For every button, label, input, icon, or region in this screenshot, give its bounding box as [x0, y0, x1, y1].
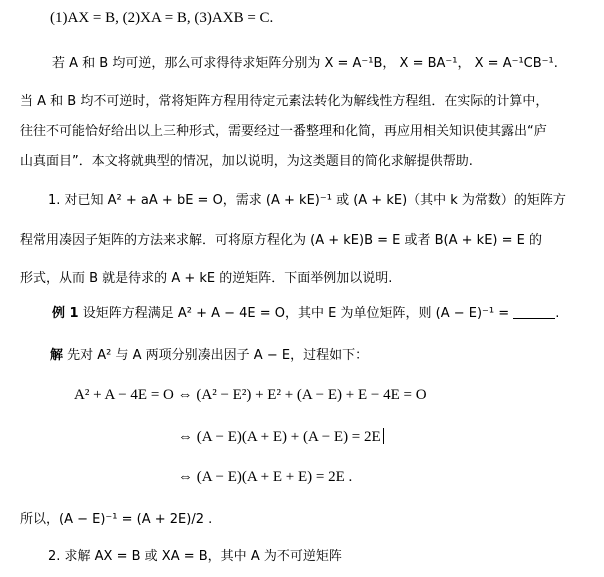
example-period: .	[555, 306, 560, 321]
example-1	[52, 305, 559, 323]
paragraph-line: 程常用凑因子矩阵的方法来求解．可将原方程化为 (A + kE)B = E 或者 B(A + kE) = E 的	[20, 233, 542, 248]
paragraph-line: 形式，从而 B 就是待求的 A + kE 的逆矩阵．下面举例加以说明.	[20, 271, 393, 286]
solution-text: 先对 A² 与 A 两项分别凑出因子 A − E，过程如下：	[63, 348, 369, 363]
section-1-heading: 1. 对已知 A² + aA + bE = O，需求 (A + kE)⁻¹ 或 (A + kE)（其中 k 为常数）的矩阵方	[48, 193, 566, 208]
paragraph-line: 往往不可能恰好给出以上三种形式，需要经过一番整理和化简，再应用相关知识使其露出“庐	[20, 124, 547, 139]
section-2-heading: 2. 求解 AX = B 或 XA = B，其中 A 为不可逆矩阵	[48, 549, 342, 564]
equation-forms: (1)AX = B, (2)XA = B, (3)AXB = C.	[50, 10, 274, 26]
solution-intro	[50, 347, 368, 365]
example-label: 例 1	[52, 306, 79, 321]
answer-blank	[513, 306, 555, 319]
text-cursor	[383, 428, 385, 444]
paragraph-invertible: 若 A 和 B 均可逆，那么可求得待求矩阵分别为 X = A⁻¹B， X = BA⁻¹， X = A⁻¹CB⁻¹.	[52, 56, 558, 71]
example-text: 设矩阵方程满足 A² + A − 4E = O，其中 E 为单位矩阵，则 (A − E)⁻¹ =	[78, 306, 514, 321]
derivation-step-3: ⇔ (A − E)(A + E + E) = 2E .	[178, 469, 353, 485]
derivation-step-2-text: ⇔ (A − E)(A + E) + (A − E) = 2E	[178, 429, 381, 445]
conclusion: 所以，(A − E)⁻¹ = (A + 2E)/2 .	[20, 512, 213, 527]
derivation-step-2	[178, 428, 384, 446]
paragraph-line: 山真面目”．本文将就典型的情况，加以说明，为这类题目的简化求解提供帮助.	[20, 154, 473, 169]
derivation-step-1: A² + A − 4E = O ⇔ (A² − E²) + E² + (A − E) + E − 4E = O	[74, 387, 427, 403]
solution-label: 解	[50, 348, 64, 363]
paragraph-line: 当 A 和 B 均不可逆时，常将矩阵方程用待定元素法转化为解线性方程组．在实际的计算中，	[20, 94, 549, 109]
